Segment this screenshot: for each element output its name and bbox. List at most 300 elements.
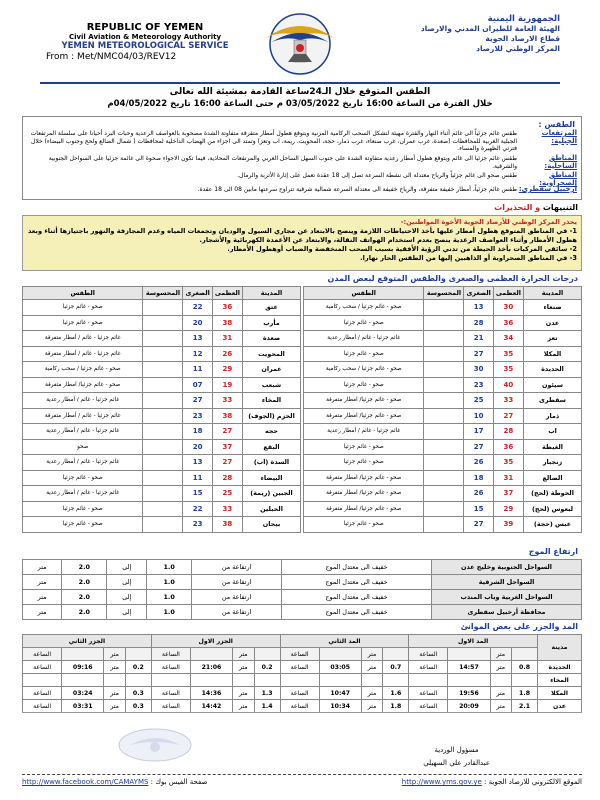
weather-row-label: المناطق الصحراوية: [539, 171, 577, 187]
feels-temp [424, 362, 464, 378]
table-row [304, 486, 582, 502]
tides-table [22, 634, 582, 713]
tide-time: 03:31 [62, 700, 104, 713]
forecast-period: خلال الفترة من الساعة 16:00 تاريخ 03/05/2022 م حتى الساعة 16:00 تاريخ 04/05/2022م [107, 99, 493, 109]
table-row [304, 331, 582, 347]
warning-item: 2- سائقي المركبات بأخذ الحيطة من تدني الرؤية الأفقية بسبب السحب المنخفضة والضباب أوهطول الأمطار. [227, 245, 577, 253]
wave-row [23, 575, 582, 590]
city-name: عدن [524, 315, 582, 331]
tide-unit-label: متر [490, 648, 512, 661]
wave-state: خفيف الى معتدل الموج [282, 605, 432, 620]
signature-title: مسؤول الوردية [434, 746, 479, 754]
feels-temp [424, 455, 464, 471]
table-row [304, 377, 582, 393]
wave-row [23, 560, 582, 575]
city-name: سقطرى [524, 393, 582, 409]
table-row [23, 377, 301, 393]
tide-time-label: الساعة [409, 687, 448, 700]
col-min: الصغرى [464, 287, 493, 300]
feels-temp [143, 315, 183, 331]
min-temp: 12 [183, 346, 212, 362]
min-temp: 18 [183, 424, 212, 440]
tide-time-label: الساعة [151, 687, 190, 700]
tide-row [23, 674, 582, 687]
col-max: العظمى [493, 287, 523, 300]
feels-temp [143, 331, 183, 347]
header-arabic [370, 14, 560, 54]
weather-desc: صحو - غائم جزئيا/ امطار متفرقة [304, 486, 424, 502]
wave-to-label: إلى [107, 605, 147, 620]
feels-temp [424, 501, 464, 517]
wave-to-value: 2.0 [62, 560, 107, 575]
tide-time-label [409, 674, 448, 687]
weather-row-text: طقس غائم جزئياً، أمطار خفيفة متفرقة، والرياح خفيفة الى معتدلة السرعة شمالية شرقية تتراوح سرعتها مابين 08 الى 18 عقدة. [197, 186, 517, 193]
table-row [304, 346, 582, 362]
facebook-block [22, 778, 207, 786]
col-city: المدينة [243, 287, 301, 300]
city-name: صعدة [243, 331, 301, 347]
city-name: الغيظة [524, 439, 582, 455]
wave-from-label: ارتفاعة من [192, 575, 282, 590]
table-row [23, 424, 301, 440]
min-temp: 17 [464, 424, 493, 440]
tide-time: 21:06 [190, 661, 232, 674]
wave-state: خفيف الى معتدل الموج [282, 590, 432, 605]
max-temp: 35 [493, 455, 523, 471]
wave-to-value: 2.0 [62, 575, 107, 590]
website-block [402, 778, 582, 786]
tide-row [23, 661, 582, 674]
max-temp: 28 [493, 424, 523, 440]
feels-temp [424, 393, 464, 409]
wave-region: السواحل الجنوبية وخليج عدن [432, 560, 582, 575]
col-weather: الطقس [23, 287, 143, 300]
waves-heading: ارتفاع الموج [528, 547, 578, 556]
tide-unit [233, 674, 255, 687]
table-header-row [23, 287, 301, 300]
weather-desc: صحو - غائم جزئيا/ امطار متفرقة [304, 393, 424, 409]
city-name: البيضاء [243, 470, 301, 486]
tide-time-label: الساعة [280, 648, 319, 661]
max-temp: 38 [212, 517, 242, 533]
min-temp: 26 [464, 486, 493, 502]
tide-unit-label: متر [361, 648, 383, 661]
header-en-country: REPUBLIC OF YEMEN [86, 22, 204, 33]
table-row [304, 501, 582, 517]
max-temp: 27 [212, 424, 242, 440]
col-city: المدينة [524, 287, 582, 300]
tide-station: المكلا [538, 687, 582, 700]
feels-temp [143, 346, 183, 362]
temperature-table-left [22, 286, 301, 533]
max-temp: 34 [493, 331, 523, 347]
feels-temp [143, 517, 183, 533]
tide-unit: متر [361, 661, 383, 674]
feels-temp [424, 377, 464, 393]
tide-unit: متر [490, 700, 512, 713]
tide-height: 0.3 [125, 700, 151, 713]
tide-time: 19:56 [448, 687, 490, 700]
weather-desc: صحو - غائم جزئيا [23, 501, 143, 517]
weather-desc: صحو - غائم جزئيا / سحب ركامية [304, 362, 424, 378]
table-row [23, 315, 301, 331]
tide-time: 14:57 [448, 661, 490, 674]
max-temp: 37 [493, 486, 523, 502]
weather-desc: صحو - غائم جزئيا [23, 300, 143, 316]
weather-desc: غائم جزئيا - غائم / أمطار رعدية [23, 424, 143, 440]
weather-desc: صحو - غائم جزئيا [304, 346, 424, 362]
city-name: الحزم (الجوف) [243, 408, 301, 424]
tide-unit: متر [233, 661, 255, 674]
min-temp: 10 [464, 408, 493, 424]
min-temp: 20 [183, 439, 212, 455]
tide-time-header [190, 648, 232, 661]
max-temp: 31 [212, 331, 242, 347]
city-name: المخاء [243, 393, 301, 409]
city-name: حجه [243, 424, 301, 440]
wave-from-label: ارتفاعة من [192, 605, 282, 620]
min-temp: 27 [464, 517, 493, 533]
wave-unit: متر [23, 560, 62, 575]
weather-row-label: المناطق الساحلية: [544, 154, 577, 170]
tide-unit: متر [104, 700, 126, 713]
tide-row [23, 687, 582, 700]
tides-heading: المد والجزر على بعض الموانئ [460, 622, 578, 631]
table-row [304, 300, 582, 316]
tide-time-label: الساعة [409, 648, 448, 661]
wave-region: السواحل الشرقية [432, 575, 582, 590]
min-temp: 13 [183, 455, 212, 471]
tide-station: عدن [538, 700, 582, 713]
max-temp: 39 [493, 517, 523, 533]
wave-region: السواحل الغربية وباب المندب [432, 590, 582, 605]
city-name: الحديدة [524, 362, 582, 378]
max-temp: 27 [493, 408, 523, 424]
wave-from-label: ارتفاعة من [192, 590, 282, 605]
table-row [23, 300, 301, 316]
max-temp: 35 [493, 346, 523, 362]
tide-height [125, 674, 151, 687]
warnings-heading-main: التنبيهات [542, 203, 578, 212]
tide-height [254, 674, 280, 687]
footer-dashed-divider [22, 774, 582, 775]
tide-time-label: الساعة [23, 687, 62, 700]
table-row [304, 424, 582, 440]
wave-from-value: 1.0 [147, 605, 192, 620]
wave-row [23, 605, 582, 620]
weather-row-text: طقس صحو الى غائم جزئياً والرياح معتدلة الى نشطة السرعة تصل إلى 18 عقدة تعمل على إثارة الأتربة والرمال. [237, 172, 517, 179]
tide-height: 1.6 [383, 687, 409, 700]
wave-from-value: 1.0 [147, 575, 192, 590]
tide-time-label [151, 674, 190, 687]
city-name: السدة (اب) [243, 455, 301, 471]
min-temp: 23 [183, 408, 212, 424]
weather-desc: غائم جزئيا - غائم / أمطار رعدية [304, 424, 424, 440]
facebook-label: صفحة الفيس بوك : [150, 778, 208, 786]
city-name: الجبين (ريمة) [243, 486, 301, 502]
tide-height: 0.2 [125, 661, 151, 674]
tide-unit-label: متر [233, 648, 255, 661]
weather-desc: صحو - غائم جزئيا [304, 377, 424, 393]
city-name: الحبلين [243, 501, 301, 517]
max-temp: 33 [212, 501, 242, 517]
max-temp: 38 [212, 408, 242, 424]
tides-station-header: مدينة [538, 635, 582, 661]
weather-row-text: طقس غائم جزئياً الى غائم أثناء النهار والفترة مهيئة لتشكل السحب الركامية المزنية ويتوقع هطول أمطار متفرقة متفاوتة الشدة مصحوبة بالعواصف الرعدية وحبات البرد أحيانا على سلسلة المرتفعات الجبلية الغربية للمحافظات (صعدة، غرب عمران، غرب صنعاء، غرب ذمار، حجة، المحويت، ريمة، اب وتعز) وتمتد الى اجزاء من الهضاب الداخلية لمحافظات ( شمال الضالع ولحج وجنوب البيضاء) خلال فترتي الظهيرة والمساء. [30, 130, 517, 152]
weather-row-label: المرتفعات الجبلية: [541, 129, 577, 145]
tide-unit-header [512, 648, 538, 661]
weather-desc: غائم جزئيا - غائم / أمطار متفرقة [23, 346, 143, 362]
tide-unit: متر [361, 687, 383, 700]
footer-divider [22, 712, 582, 713]
tides-sub-row [23, 648, 582, 661]
tide-time: 14:42 [190, 700, 232, 713]
max-temp: 29 [212, 362, 242, 378]
header-en-ref: From : Met/NMC04/03/REV12 [46, 52, 177, 62]
warnings-box [22, 215, 582, 271]
tide-time-label: الساعة [280, 700, 319, 713]
weather-desc: صحو - غائم جزئيا [23, 470, 143, 486]
tides-group-header: الجزر الاول [151, 635, 280, 648]
min-temp: 18 [464, 470, 493, 486]
city-name: البقع [243, 439, 301, 455]
col-min: الصغرى [183, 287, 212, 300]
weather-desc: صحو - غائم جزئيا [304, 455, 424, 471]
tide-time-header [62, 648, 104, 661]
weather-desc: صحو - غائم جزئيا [304, 439, 424, 455]
feels-temp [143, 393, 183, 409]
tide-time [448, 674, 490, 687]
max-temp: 33 [493, 393, 523, 409]
table-row [304, 393, 582, 409]
feels-temp [143, 470, 183, 486]
weather-desc: صحو - غائم جزئيا [23, 517, 143, 533]
feels-temp [424, 300, 464, 316]
city-name: اب [524, 424, 582, 440]
wave-unit: متر [23, 590, 62, 605]
max-temp: 25 [212, 486, 242, 502]
weather-desc: صحو - غائم جزئيا / سحب ركامية [23, 362, 143, 378]
header-en-service: YEMEN METEOROLOGICAL SERVICE [61, 41, 229, 51]
city-name: مأرب [243, 315, 301, 331]
col-feels: المحسوسة [143, 287, 183, 300]
tide-time [190, 674, 232, 687]
min-temp: 13 [464, 300, 493, 316]
feels-temp [424, 346, 464, 362]
weather-row-socotra [23, 186, 581, 194]
max-temp: 35 [493, 362, 523, 378]
table-header-row [304, 287, 582, 300]
table-row [23, 439, 301, 455]
feels-temp [143, 486, 183, 502]
tides-group-header: المد الاول [409, 635, 538, 648]
website-label: الموقع الالكتروني للارصاد الجوية : [484, 778, 582, 786]
waves-table [22, 559, 582, 620]
city-name: المحويت [243, 346, 301, 362]
max-temp: 36 [493, 315, 523, 331]
tide-time-label: الساعة [151, 661, 190, 674]
feels-temp [143, 455, 183, 471]
weather-desc: صحو - غائم جزئيا/ امطار متفرقة [23, 377, 143, 393]
feels-temp [143, 408, 183, 424]
wave-unit: متر [23, 575, 62, 590]
weather-desc: غائم جزئيا - غائم / أمطار رعدية [23, 393, 143, 409]
min-temp: 25 [464, 393, 493, 409]
feels-temp [424, 424, 464, 440]
max-temp: 40 [493, 377, 523, 393]
tide-unit-label: متر [104, 648, 126, 661]
table-row [304, 362, 582, 378]
header-divider [40, 82, 560, 84]
temperature-heading: درجات الحرارة العظمى والصغرى والطقس المتوقع لبعض المدن [327, 274, 578, 283]
city-name: الحوطة (لحج) [524, 486, 582, 502]
tide-time: 03:24 [62, 687, 104, 700]
tide-unit: متر [490, 687, 512, 700]
tide-time-label: الساعة [23, 648, 62, 661]
weather-desc: غائم جزئيا - غائم / أمطار رعدية [304, 331, 424, 347]
table-row [304, 517, 582, 533]
table-row [23, 393, 301, 409]
max-temp: 29 [493, 501, 523, 517]
footer-logo-icon [110, 725, 200, 765]
city-name: عتق [243, 300, 301, 316]
table-row [23, 470, 301, 486]
tide-height: 0.3 [125, 687, 151, 700]
max-temp: 37 [212, 439, 242, 455]
table-row [23, 331, 301, 347]
wave-to-value: 2.0 [62, 605, 107, 620]
max-temp: 26 [212, 346, 242, 362]
min-temp: 27 [464, 439, 493, 455]
tide-time-label: الساعة [409, 661, 448, 674]
tide-height [383, 674, 409, 687]
tide-unit: متر [233, 700, 255, 713]
table-row [304, 439, 582, 455]
tide-unit: متر [490, 661, 512, 674]
tide-time: 03:05 [319, 661, 361, 674]
wave-state: خفيف الى معتدل الموج [282, 575, 432, 590]
min-temp: 27 [183, 393, 212, 409]
city-name: شبعب [243, 377, 301, 393]
weather-desc: غائم جزئيا - غائم / أمطار متفرقة [23, 408, 143, 424]
weather-desc: صحو - غائم جزئيا/ امطار متفرقة [304, 408, 424, 424]
weather-desc: غائم جزئيا - غائم / أمطار رعدية [23, 455, 143, 471]
tide-time [319, 674, 361, 687]
weather-desc: صحو - غائم جزئيا [304, 517, 424, 533]
tide-height: 2.1 [512, 700, 538, 713]
city-name: عمران [243, 362, 301, 378]
max-temp: 36 [212, 300, 242, 316]
table-row [23, 408, 301, 424]
city-name: سيئون [524, 377, 582, 393]
feels-temp [424, 470, 464, 486]
wave-from-label: ارتفاعة من [192, 560, 282, 575]
table-row [304, 455, 582, 471]
tide-height: 0.2 [254, 661, 280, 674]
max-temp: 27 [212, 455, 242, 471]
wave-from-value: 1.0 [147, 590, 192, 605]
tide-time: 10:34 [319, 700, 361, 713]
tide-time: 10:47 [319, 687, 361, 700]
weather-desc: صحو [23, 439, 143, 455]
feels-temp [424, 517, 464, 533]
warnings-heading-sub: و التحذيرات [494, 203, 543, 212]
tide-height: 1.4 [254, 700, 280, 713]
yms-logo-icon [258, 8, 342, 80]
table-row [23, 501, 301, 517]
tide-time-header [319, 648, 361, 661]
tide-unit-header [254, 648, 280, 661]
tide-time-header [448, 648, 490, 661]
tide-time-label: الساعة [409, 700, 448, 713]
tide-unit: متر [233, 687, 255, 700]
weather-heading: الطقس : [538, 120, 575, 129]
city-name: المكلا [524, 346, 582, 362]
wave-unit: متر [23, 605, 62, 620]
header-en-authority: Civil Aviation & Meteorology Authority [68, 33, 222, 41]
weather-row-desert [23, 172, 581, 187]
tide-unit [490, 674, 512, 687]
min-temp: 27 [464, 346, 493, 362]
tide-height [512, 674, 538, 687]
min-temp: 30 [464, 362, 493, 378]
min-temp: 21 [464, 331, 493, 347]
tide-height: 1.8 [512, 687, 538, 700]
footer-links [22, 778, 582, 786]
wave-region: محافظة أرخبيل سقطرى [432, 605, 582, 620]
warnings-intro: يحذر المركز الوطني للأرصاد الجوية الأخوة المواطنين:- [400, 218, 577, 226]
feels-temp [424, 486, 464, 502]
warnings-heading [494, 203, 578, 212]
signature-name: عبدالقادر علي السهيلي [423, 759, 490, 767]
tide-time [62, 674, 104, 687]
min-temp: 11 [183, 362, 212, 378]
feels-temp [143, 300, 183, 316]
min-temp: 15 [464, 501, 493, 517]
table-row [23, 346, 301, 362]
max-temp: 31 [493, 470, 523, 486]
city-name: بيحان [243, 517, 301, 533]
website-link[interactable]: http://www.yms.gov.ye [401, 778, 482, 786]
tide-height: 1.8 [383, 700, 409, 713]
city-name: زنجبار [524, 455, 582, 471]
min-temp: 28 [464, 315, 493, 331]
tide-station: الحديدة [538, 661, 582, 674]
min-temp: 20 [183, 315, 212, 331]
min-temp: 11 [183, 470, 212, 486]
col-feels: المحسوسة [424, 287, 464, 300]
city-name: عبس (حجة) [524, 517, 582, 533]
tide-unit [361, 674, 383, 687]
tide-unit: متر [104, 687, 126, 700]
facebook-link[interactable]: http://www.facebook.com/CAMAYMS [22, 778, 149, 786]
tide-station: المخاء [538, 674, 582, 687]
city-name: الضالع [524, 470, 582, 486]
weather-desc: صحو - غائم جزئيا/ امطار متفرقة [304, 470, 424, 486]
weather-desc: غائم جزئيا - غائم / أمطار رعدية [23, 486, 143, 502]
min-temp: 07 [183, 377, 212, 393]
header-ar-country: الجمهورية اليمنية [487, 14, 560, 24]
tide-time-label: الساعة [23, 700, 62, 713]
feels-temp [143, 424, 183, 440]
tide-time-label: الساعة [280, 687, 319, 700]
tide-time-label [23, 674, 62, 687]
wave-to-label: إلى [107, 575, 147, 590]
temperature-table-right [303, 286, 582, 533]
weather-row-label: أرخبيل سقطرى: [518, 185, 577, 193]
feels-temp [143, 439, 183, 455]
weather-row-coastal [23, 155, 581, 170]
